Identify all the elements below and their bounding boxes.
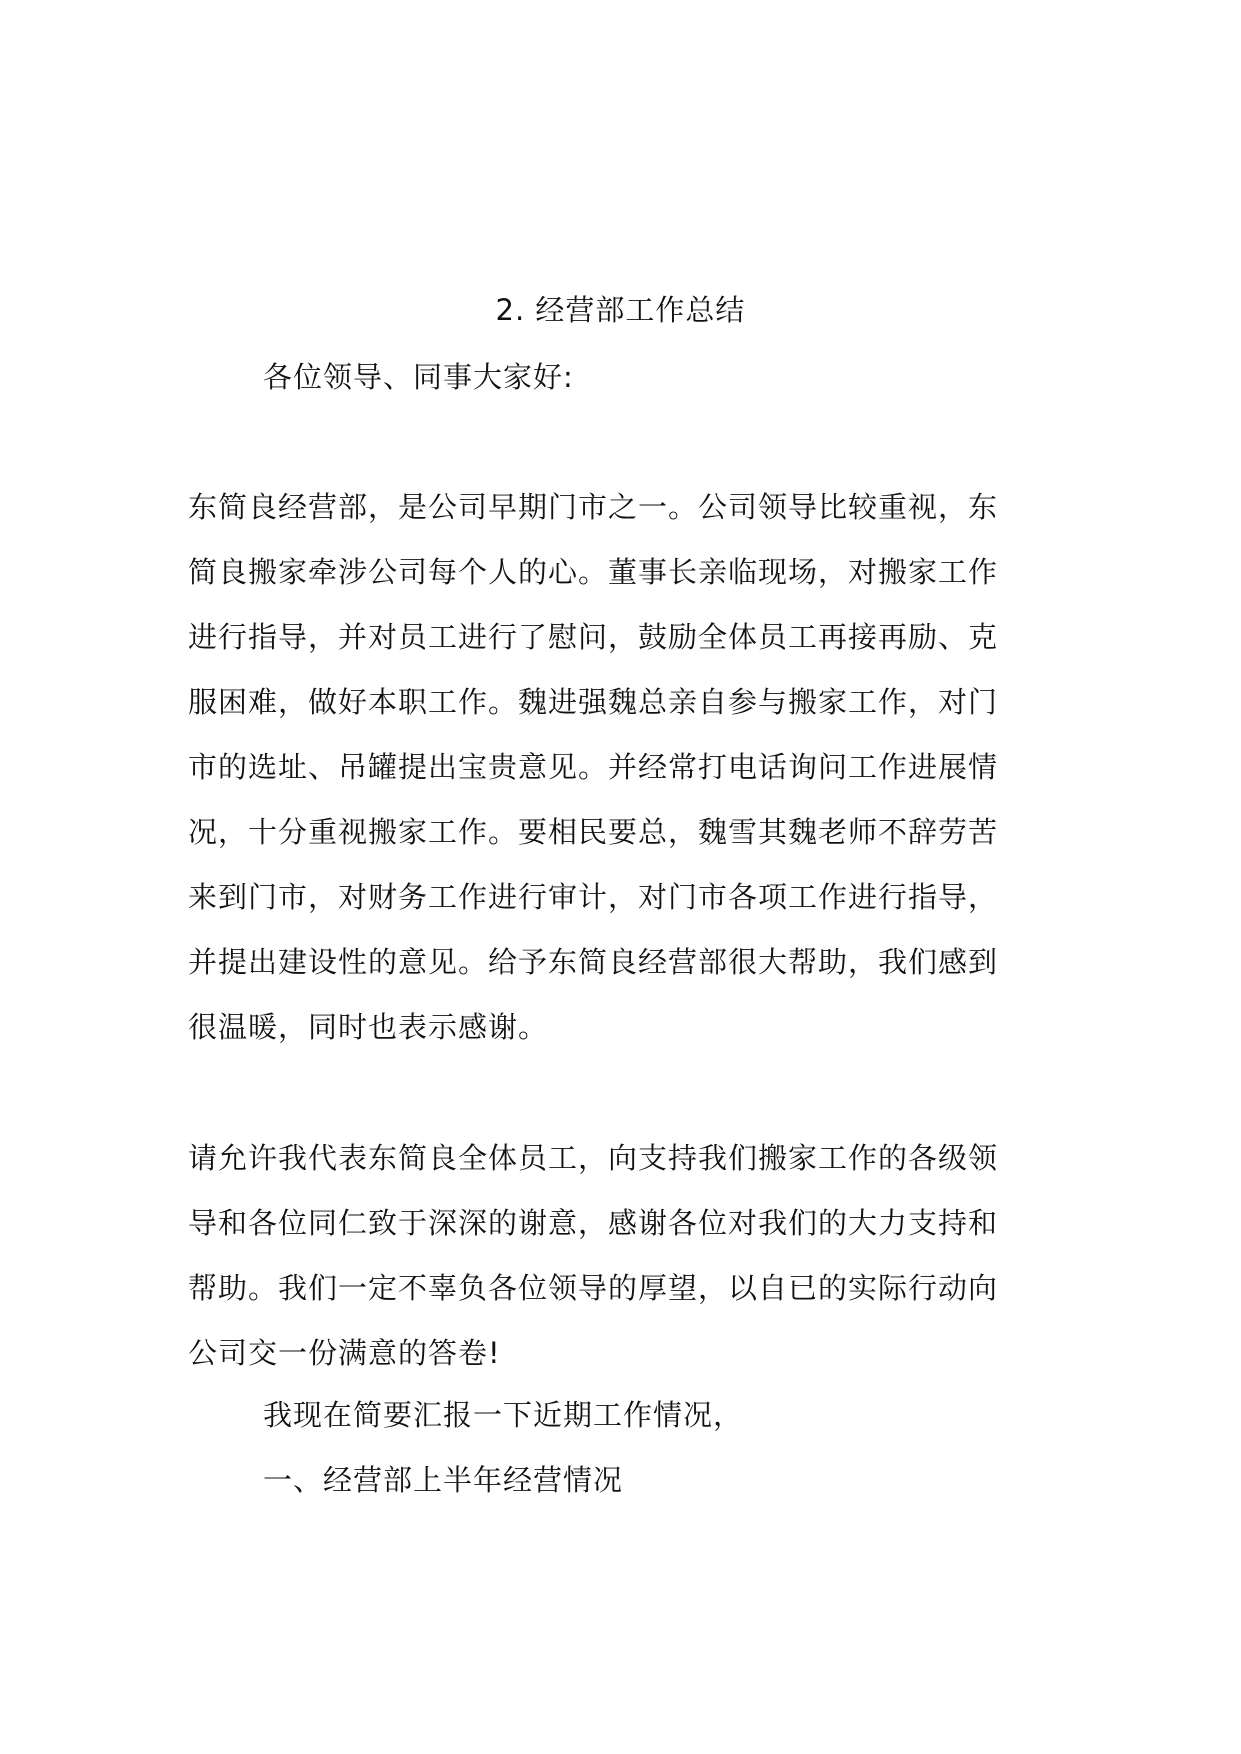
paragraph-line: 市的选址、吊罐提出宝贵意见。并经常打电话询问工作进展情 (188, 750, 999, 784)
intro-line: 我现在简要汇报一下近期工作情况， (263, 1398, 744, 1432)
paragraph-line: 服困难，做好本职工作。魏进强魏总亲自参与搬家工作，对门 (188, 685, 999, 719)
paragraph-line: 帮助。我们一定不辜负各位领导的厚望，以自已的实际行动向 (188, 1271, 999, 1305)
paragraph-line: 简良搬家牵涉公司每个人的心。董事长亲临现场，对搬家工作 (188, 555, 999, 589)
paragraph-1 (188, 475, 1034, 1060)
document-title: 2. 经营部工作总结 (495, 293, 746, 327)
paragraph-2 (188, 1126, 1034, 1386)
section-heading: 一、经营部上半年经营情况 (263, 1463, 624, 1497)
paragraph-line: 东简良经营部，是公司早期门市之一。公司领导比较重视，东 (188, 490, 999, 524)
paragraph-line: 导和各位同仁致于深深的谢意，感谢各位对我们的大力支持和 (188, 1206, 999, 1240)
paragraph-line: 请允许我代表东简良全体员工，向支持我们搬家工作的各级领 (188, 1141, 999, 1175)
paragraph-line: 很温暖，同时也表示感谢。 (188, 1010, 549, 1044)
paragraph-line: 况，十分重视搬家工作。要相民要总，魏雪其魏老师不辞劳苦 (188, 815, 999, 849)
greeting-line: 各位领导、同事大家好: (263, 360, 574, 394)
paragraph-line: 进行指导，并对员工进行了慰问，鼓励全体员工再接再励、克 (188, 620, 999, 654)
paragraph-line: 并提出建设性的意见。给予东简良经营部很大帮助，我们感到 (188, 945, 999, 979)
paragraph-line: 公司交一份满意的答卷! (188, 1336, 501, 1370)
paragraph-line: 来到门市，对财务工作进行审计，对门市各项工作进行指导， (188, 880, 999, 914)
